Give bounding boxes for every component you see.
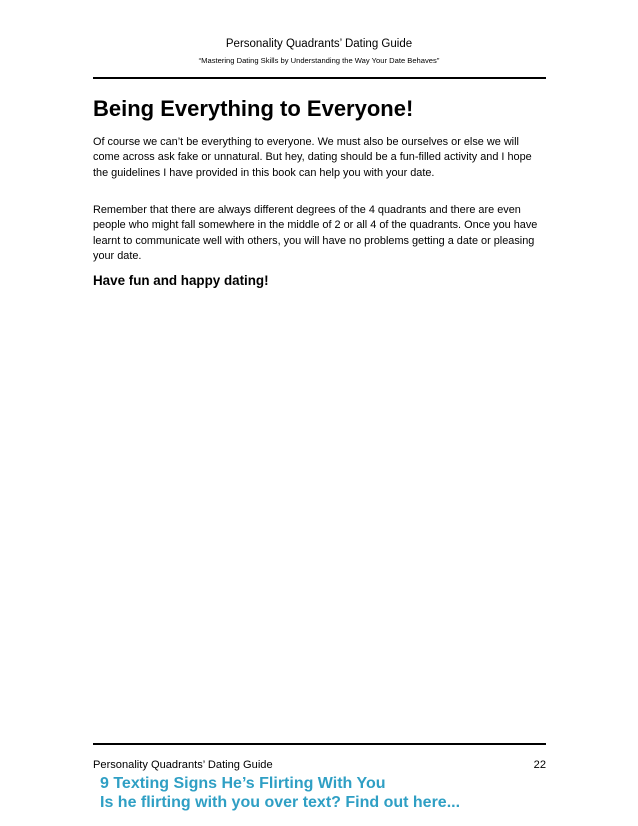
footer-divider [93,743,546,745]
body-paragraph: Of course we can’t be everything to everyone. We must also be ourselves or else we will come across ask fake or unnatural. But hey, dating should be a fun-filled activity and I hope the guidelines I have provided in this book can help you with your date. [93,136,532,179]
body-paragraph: Remember that there are always different degrees of the 4 quadrants and there are even people who might fall somewhere in the middle of 2 or all 4 of the quadrants. Once you have learnt to communicate well with others, you will have no problems getting a date or pleasing your date. [93,204,538,262]
running-footer-title: Personality Quadrants’ Dating Guide [93,759,273,771]
header-divider [93,77,546,79]
running-header-subtitle: “Mastering Dating Skills by Understanding the Way Your Date Behaves” [198,56,440,65]
closing-subheading: Have fun and happy dating! [93,273,269,288]
ad-headline[interactable]: 9 Texting Signs He’s Flirting With You [100,775,386,792]
ad-tagline[interactable]: Is he flirting with you over text? Find out here... [100,794,461,811]
section-heading: Being Everything to Everyone! [93,96,414,121]
running-header-title: Personality Quadrants’ Dating Guide [225,38,413,50]
page-number: 22 [533,759,546,771]
ad-banner-link[interactable] [100,774,540,812]
